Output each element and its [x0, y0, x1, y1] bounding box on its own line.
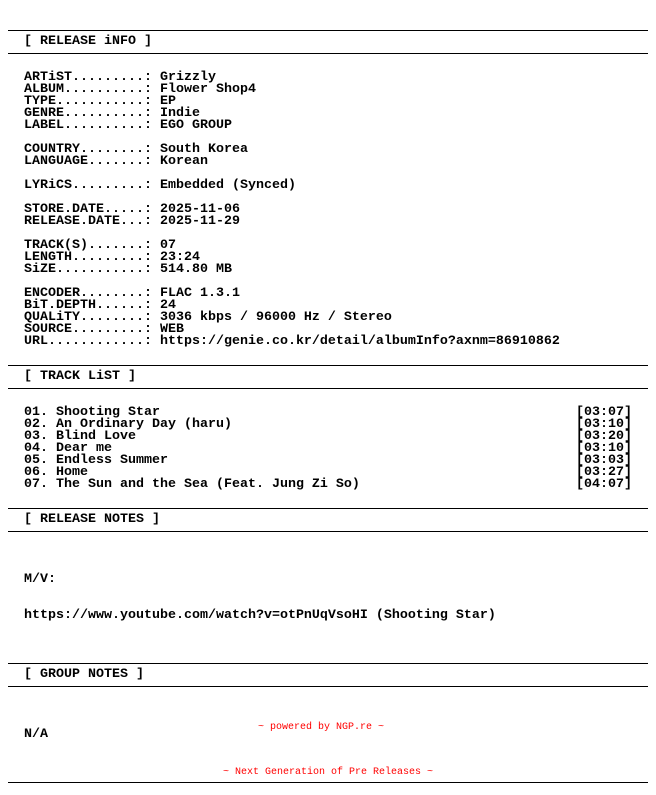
- track-list-header: [ TRACK LiST ]: [8, 365, 648, 389]
- track-duration: [04:07]: [576, 477, 632, 492]
- info-line: BiT.DEPTH......: 24: [24, 298, 176, 313]
- info-line: ALBUM..........: Flower Shop4: [24, 82, 256, 97]
- info-line: STORE.DATE.....: 2025-11-06: [24, 202, 240, 217]
- info-line: LANGUAGE.......: Korean: [24, 154, 208, 169]
- nfo-document: [8, 30, 648, 783]
- info-line: ARTiST.........: Grizzly: [24, 70, 216, 85]
- track-title: 07. The Sun and the Sea (Feat. Jung Zi So): [24, 477, 360, 492]
- track-title: 06. Home: [24, 465, 88, 480]
- mv-label: M/V:: [24, 572, 56, 587]
- release-notes-body: [8, 532, 648, 663]
- track-duration: [03:27]: [576, 465, 632, 480]
- track-duration: [03:10]: [576, 441, 632, 456]
- track-title: 05. Endless Summer: [24, 453, 168, 468]
- info-line: COUNTRY........: South Korea: [24, 142, 248, 157]
- track-duration: [03:10]: [576, 417, 632, 432]
- group-notes-header: [ GROUP NOTES ]: [8, 663, 648, 687]
- footer-tagline: ~ Next Generation of Pre Releases ~: [222, 767, 434, 778]
- info-line[interactable]: URL............: https://genie.co.kr/detail/albumInfo?axnm=86910862: [24, 334, 560, 349]
- info-line: LABEL..........: EGO GROUP: [24, 118, 232, 133]
- track-title: 01. Shooting Star: [24, 405, 160, 420]
- footer: [0, 690, 656, 795]
- info-line: ENCODER........: FLAC 1.3.1: [24, 286, 240, 301]
- info-line: GENRE..........: Indie: [24, 106, 200, 121]
- info-line: LENGTH.........: 23:24: [24, 250, 200, 265]
- track-title: 04. Dear me: [24, 441, 112, 456]
- track-title: 02. An Ordinary Day (haru): [24, 417, 232, 432]
- info-line: LYRiCS.........: Embedded (Synced): [24, 178, 296, 193]
- track-duration: [03:07]: [576, 405, 632, 420]
- info-line: RELEASE.DATE...: 2025-11-29: [24, 214, 240, 229]
- info-line: TRACK(S).......: 07: [24, 238, 176, 253]
- info-line: QUALiTY........: 3036 kbps / 96000 Hz / Stereo: [24, 310, 392, 325]
- track-duration: [03:20]: [576, 429, 632, 444]
- info-line: TYPE...........: EP: [24, 94, 176, 109]
- track-row: [24, 479, 632, 491]
- track-list-body: [8, 389, 648, 508]
- track-title: 03. Blind Love: [24, 429, 136, 444]
- release-info-header: [ RELEASE iNFO ]: [8, 30, 648, 54]
- group-notes-text: N/A: [24, 727, 48, 742]
- footer-powered-by: ~ powered by NGP.re ~: [257, 722, 385, 733]
- info-line: SiZE...........: 514.80 MB: [24, 262, 232, 277]
- release-info-body: [8, 54, 648, 365]
- track-row: [24, 431, 632, 443]
- mv-link[interactable]: https://www.youtube.com/watch?v=otPnUqVsoHI (Shooting Star): [24, 608, 496, 623]
- track-row: [24, 455, 632, 467]
- track-duration: [03:03]: [576, 453, 632, 468]
- release-notes-header: [ RELEASE NOTES ]: [8, 508, 648, 532]
- info-line: SOURCE.........: WEB: [24, 322, 184, 337]
